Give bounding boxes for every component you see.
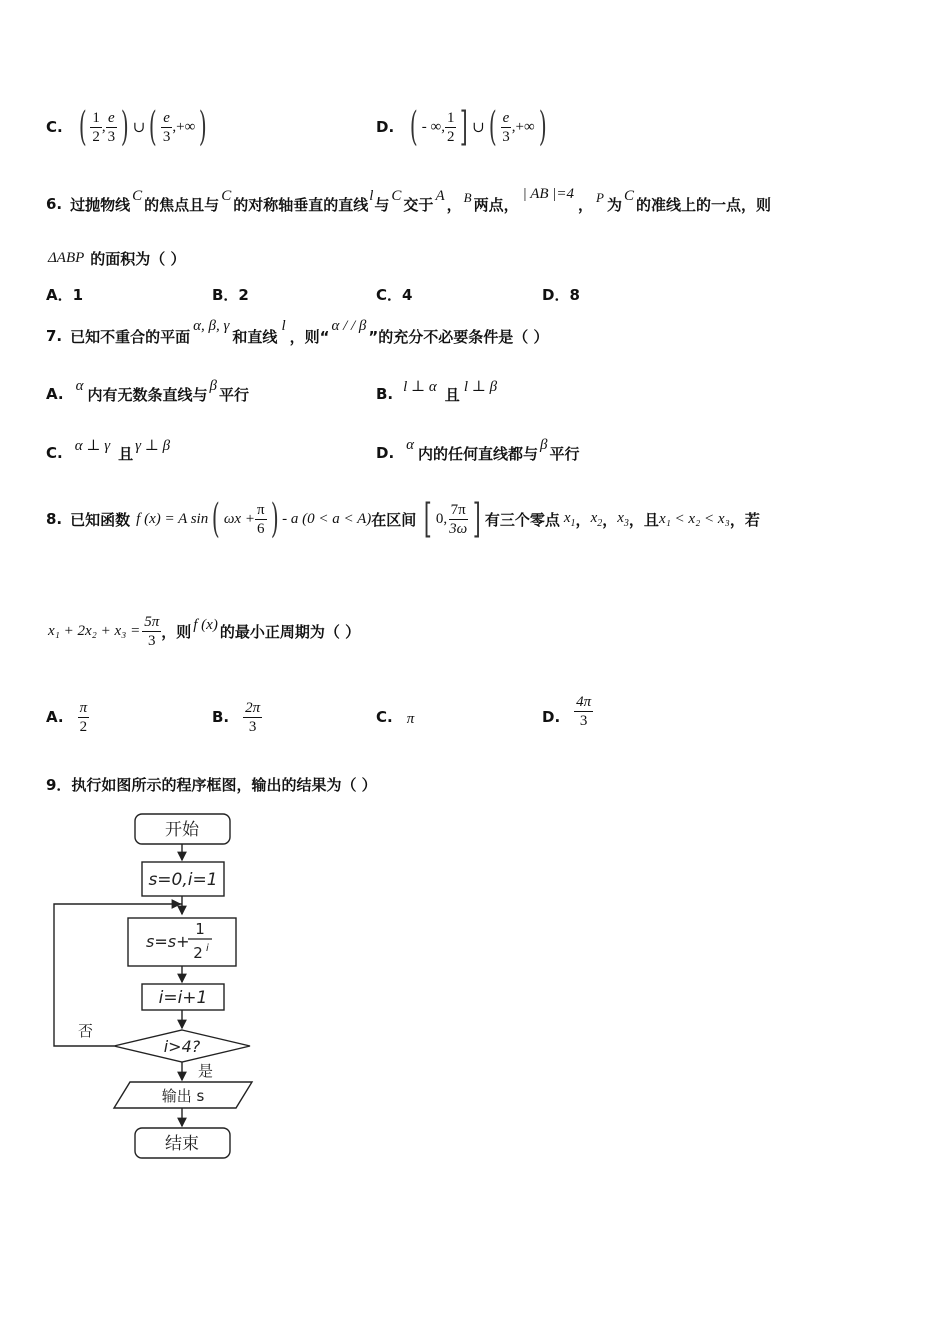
q5-c-frac2: $\frac{e}{3}$ [107, 109, 116, 145]
q5-c-cup: ∪ [132, 119, 146, 136]
q5-c-frac1: $\frac{1}{2}$ [92, 109, 100, 145]
q8-option-b[interactable]: B. $\frac{2\pi}{3}$ [212, 699, 261, 735]
q5-d-label: D. [376, 118, 395, 136]
flow-cond-label: i>4? [163, 1037, 201, 1056]
q9-stem: 9．执行如图所示的程序框图，输出的结果为（ ） [46, 776, 377, 794]
q8-5pi-over-3: $\frac{5\pi}{3}$ [144, 613, 160, 649]
flow-init-label: s=0,i=1 [148, 870, 218, 890]
q6-option-c[interactable]: C．4 [376, 286, 413, 304]
q7-option-a[interactable]: A. α 内有无数条直线与 β 平行 [46, 377, 249, 404]
q6-option-d[interactable]: D．8 [542, 286, 580, 304]
q5-d-frac1: $\frac{1}{2}$ [446, 109, 455, 145]
q8-function-lhs: f (x) = A sin [136, 510, 209, 527]
q6-option-b[interactable]: B．2 [212, 286, 249, 304]
flow-frac-den: 2 [193, 944, 203, 962]
flow-frac-num: 1 [195, 920, 205, 938]
q8-pi-over-6: $\frac{\pi}{6}$ [256, 501, 265, 537]
flow-end-label: 结束 [165, 1134, 199, 1154]
q8-option-d[interactable]: D. $\frac{4\pi}{3}$ [542, 693, 592, 729]
q6-stem-line2: ΔABP 的面积为（ ） [48, 249, 186, 268]
flow-output-label: 输出 s [161, 1087, 205, 1105]
q7-option-d[interactable]: D. α 内的任何直线都与 β 平行 [376, 436, 580, 463]
q8-stem-line2: x₁ + 2x₂ + x₃ = $\frac{5\pi}{3}$ ，则 f (x) 的最小正周期为（ ） [48, 613, 361, 649]
q5-option-d: D. ( - ∞, $\frac{1}{2}$ ] ∪ ( $\frac{e}{3}$ ,+∞ ) [376, 104, 547, 150]
flow-no-label: 否 [78, 1022, 94, 1040]
flow-update-s-label: s=s+ [146, 932, 190, 951]
q8-interval-end: $\frac{7\pi}{3\omega}$ [449, 501, 468, 537]
q6-stem-line1: 6. 过抛物线 C 的焦点且与 C 的对称轴垂直的直线 l 与 C 交于 A ， B 两点， | AB |=4 ， P 为 C 的准线上的一点，则 [46, 185, 772, 214]
q7-stem: 7. 已知不重合的平面 α, β, γ 和直线 l ，则“ α / / β ”的充分不必要条件是（ ） [46, 317, 549, 346]
q8-option-c[interactable]: C. π [376, 708, 415, 727]
flow-start-label: 开始 [165, 820, 199, 840]
q5-option-c: C. ( $\frac{1}{2}$ , $\frac{e}{3}$ ) ∪ ( $\frac{e}{3}$ ,+∞ ) [46, 104, 207, 150]
flow-yes-label: 是 [198, 1062, 214, 1080]
q7-option-c[interactable]: C. α ⊥ γ 且 γ ⊥ β [46, 437, 171, 463]
q5-c-label: C. [46, 118, 63, 136]
flow-frac-exp: i [206, 943, 209, 954]
q8-stem-line1: 8. 已知函数 f (x) = A sin ( ωx + $\frac{\pi}{6}$ ) - a (0 < a < A) 在区间 [ 0, $\frac{7\pi}{3\omega}$ ] 有三个零点 $x_1$ ， $x_2$ ， $x_3$ ，且 x₁ < x₂ < x₃ ，若 [46, 496, 760, 542]
q5-d-cup: ∪ [472, 119, 485, 136]
flow-update-i-label: i=i+1 [158, 988, 208, 1008]
q8-option-a[interactable]: A. $\frac{\pi}{2}$ [46, 699, 88, 735]
q6-option-a[interactable]: A．1 [46, 286, 84, 304]
q5-c-frac3: $\frac{e}{3}$ [162, 109, 171, 145]
q5-d-frac2: $\frac{e}{3}$ [502, 109, 510, 145]
q9-flowchart [40, 806, 270, 1166]
q7-option-b[interactable]: B. l ⊥ α 且 l ⊥ β [376, 378, 498, 404]
